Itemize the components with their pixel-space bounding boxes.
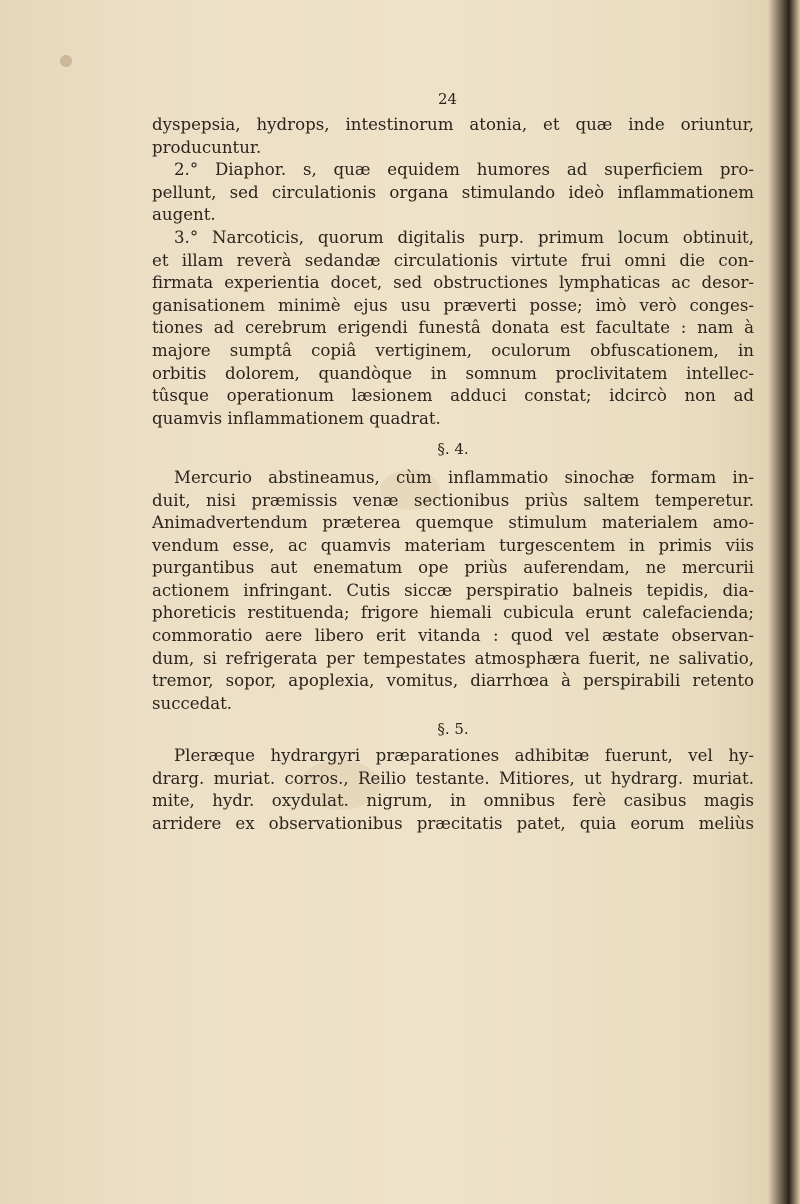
text-line: ganisationem minimè ejus usu præverti posse; imò verò conges- xyxy=(152,295,754,315)
text-line: quamvis inflammationem quadrat. xyxy=(152,408,441,428)
text-line: succedat. xyxy=(152,693,233,713)
text-line: firmata experientia docet, sed obstructiones lymphaticas ac desor- xyxy=(152,273,754,293)
text-line: tûsque operationum læsionem adduci constat; idcircò non ad xyxy=(152,386,754,406)
body-text xyxy=(152,114,754,835)
text-line: Mercurio abstineamus, cùm inflammatio sinochæ formam in- xyxy=(174,467,754,487)
text-line: augent. xyxy=(152,205,216,225)
text-line: Pleræque hydrargyri præparationes adhibitæ fuerunt, vel hy- xyxy=(174,746,754,766)
text-line: dum, si refrigerata per tempestates atmosphæra fuerit, ne salivatio, xyxy=(152,648,754,668)
text-line: majore sumptâ copiâ vertiginem, oculorum obfuscationem, in xyxy=(152,340,754,360)
text-line: producuntur. xyxy=(152,137,262,157)
text-line: arridere ex observationibus præcitatis patet, quia eorum meliùs xyxy=(152,813,754,833)
page-number: 24 xyxy=(438,90,458,108)
section-heading-5: §. 5. xyxy=(437,720,469,739)
text-line: phoreticis restituenda; frigore hiemali cubicula erunt calefacienda; xyxy=(152,603,754,623)
text-line: commoratio aere libero erit vitanda : quod vel æstate observan- xyxy=(152,626,754,646)
text-line: drarg. muriat. corros., Reilio testante. Mitiores, ut hydrarg. muriat. xyxy=(152,768,754,788)
text-line: actionem infringant. Cutis siccæ perspiratio balneis tepidis, dia- xyxy=(152,580,754,600)
section-heading-4: §. 4. xyxy=(437,440,469,459)
text-line: tremor, sopor, apoplexia, vomitus, diarrhœa à perspirabili retento xyxy=(152,671,754,691)
text-line: vendum esse, ac quamvis materiam turgescentem in primis viis xyxy=(152,535,754,555)
text-line: dyspepsia, hydrops, intestinorum atonia, et quæ inde oriuntur, xyxy=(152,115,754,134)
text-line: purgantibus aut enematum ope priùs auferendam, ne mercurii xyxy=(152,558,754,578)
text-line: mite, hydr. oxydulat. nigrum, in omnibus ferè casibus magis xyxy=(152,791,754,811)
text-line: Animadvertendum præterea quemque stimulum materialem amo- xyxy=(152,513,754,533)
text-line: duit, nisi præmissis venæ sectionibus priùs saltem temperetur. xyxy=(152,490,754,510)
text-line: 3.° Narcoticis, quorum digitalis purp. primum locum obtinuit, xyxy=(174,227,754,247)
text-line: tiones ad cerebrum erigendi funestâ donata est facultate : nam à xyxy=(152,318,754,338)
text-line: et illam reverà sedandæ circulationis virtute frui omni die con- xyxy=(152,250,754,270)
text-line: pellunt, sed circulationis organa stimulando ideò inflammationem xyxy=(152,182,754,202)
page-stain xyxy=(60,55,72,67)
text-line: orbitis dolorem, quandòque in somnum proclivitatem intellec- xyxy=(152,363,754,383)
text-line: 2.° Diaphor. s, quæ equidem humores ad superficiem pro- xyxy=(174,160,754,180)
